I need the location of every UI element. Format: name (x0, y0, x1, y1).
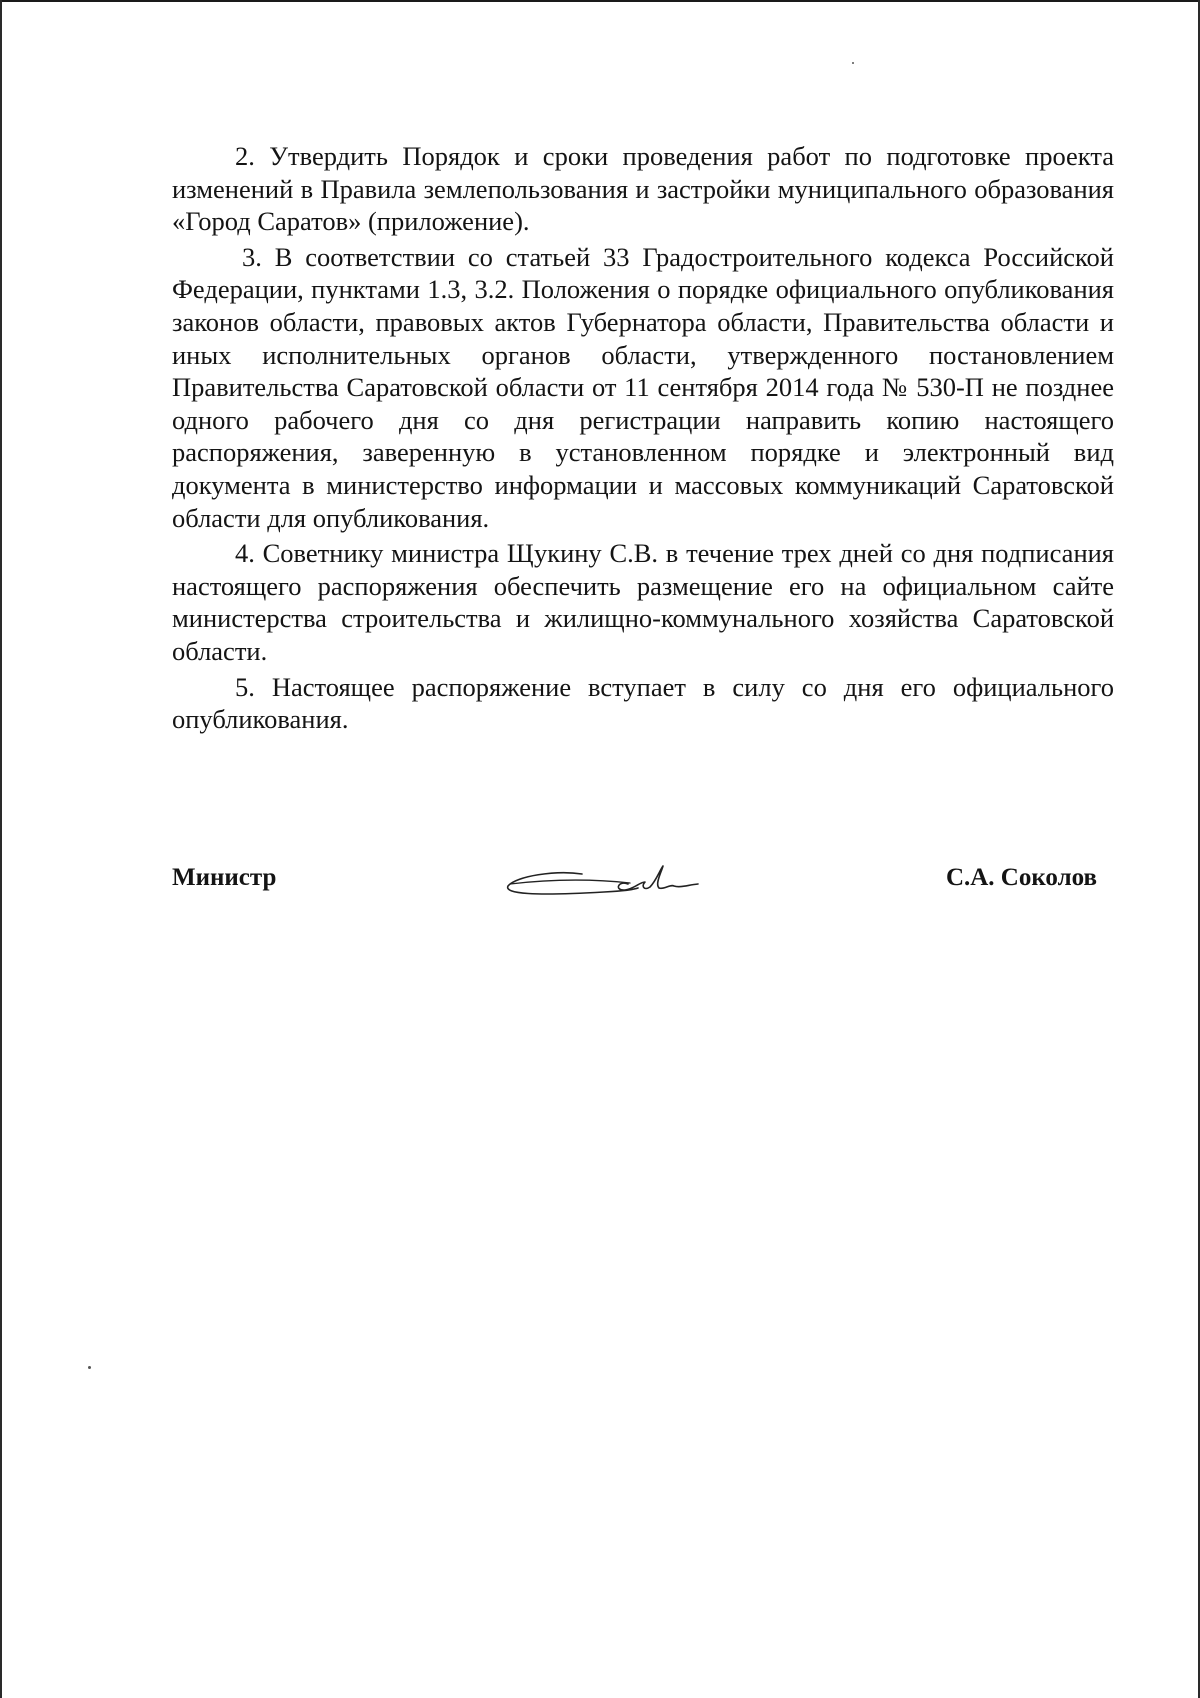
scan-edge-top (0, 0, 1200, 2)
signatory-name: С.А. Соколов (945, 864, 1097, 891)
paragraph-4: 4. Советнику министра Щукину С.В. в течение трех дней со дня подписания настоящего распоряжения обеспечить размещение его на официальном сайте министерства строительства и жилищно-коммунального хозяйства Саратовской области. (172, 538, 1114, 666)
paragraph-2: 2. Утвердить Порядок и сроки проведения работ по подготовке проекта изменений в Правила землепользования и застройки муниципального образования «Город Саратов» (приложение). (172, 141, 1114, 237)
paragraph-3: 3. В соответствии со статьей 33 Градостроительного кодекса Российской Федерации, пунктами 1.3, 3.2. Положения о порядке официального опубликования законов области, правовых актов Губернатора области, Правительства области и иных исполнительных органов области, утвержденного постановлением Правительства Саратовской области от 11 сентября 2014 года № 530-П не позднее одного рабочего дня со дня регистрации направить копию настоящего распоряжения, заверенную в установленном порядке и электронный вид документа в министерство информации и массовых коммуникаций Саратовской области для опубликования. (172, 241, 1114, 533)
scan-speck (852, 62, 854, 64)
document-body (172, 140, 1114, 739)
signatory-title: Министр (172, 864, 277, 891)
scan-speck (88, 1366, 91, 1369)
paragraph-5: 5. Настоящее распоряжение вступает в силу со дня его официального опубликования. (172, 671, 1114, 735)
handwritten-signature (504, 864, 714, 924)
scan-edge-left (0, 0, 2, 1698)
